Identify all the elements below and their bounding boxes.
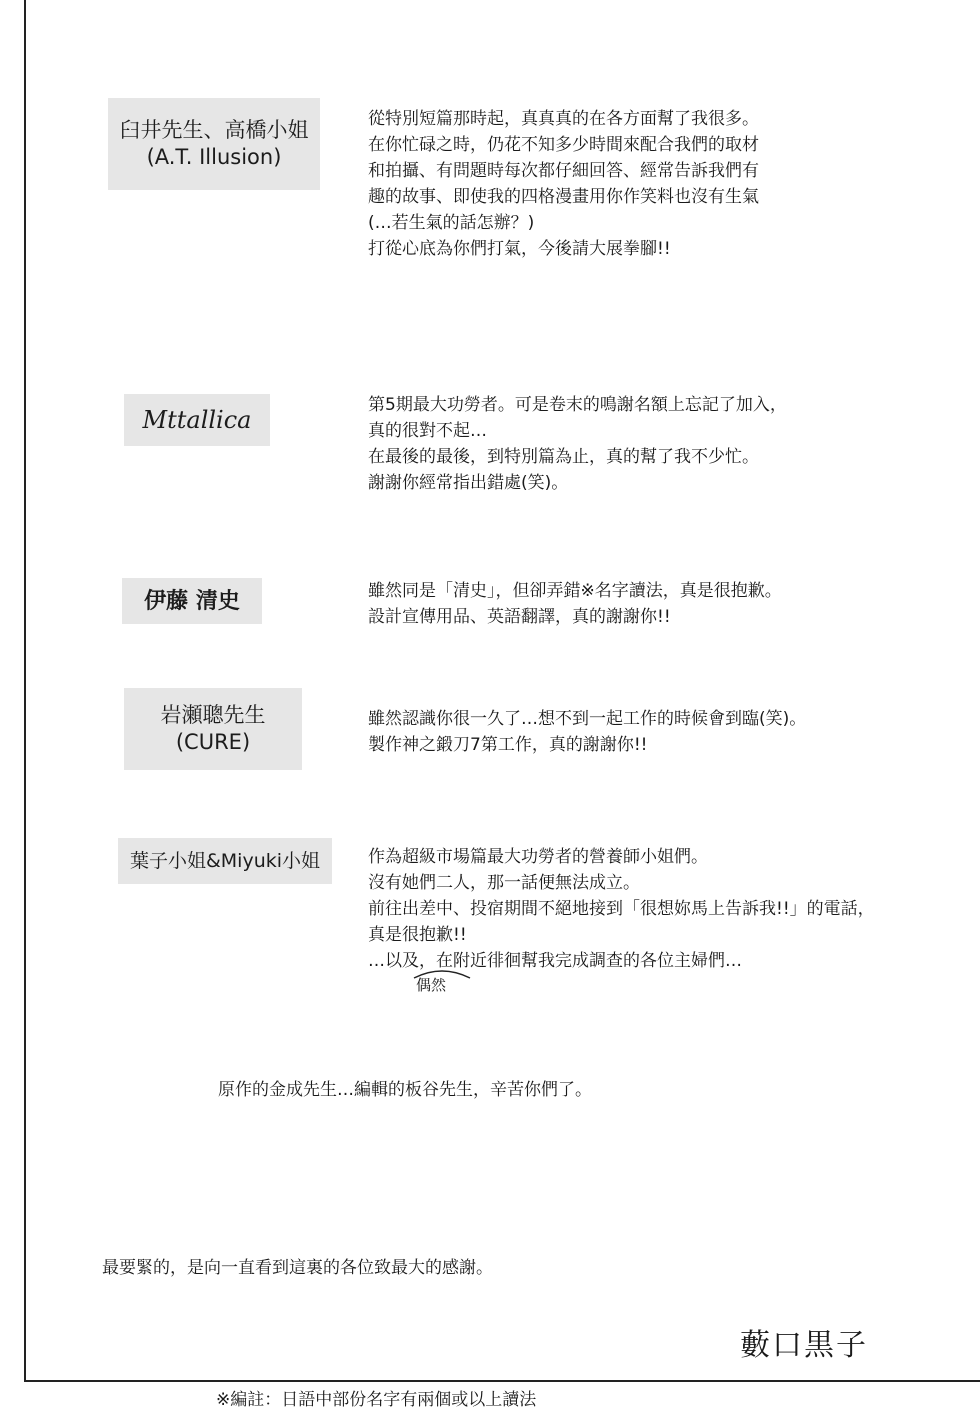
message-line: 打從心底為你們打氣，今後請大展拳腳!! xyxy=(368,239,671,259)
message-yoko-miyuki xyxy=(368,844,875,974)
message-line: 從特別短篇那時起，真真真的在各方面幫了我很多。 xyxy=(368,109,759,129)
name-tag-ito-kiyoshi xyxy=(122,578,262,624)
message-line: 作為超級市場篇最大功勞者的營養師小姐們。 xyxy=(368,847,708,867)
message-line: 沒有她們二人，那一話便無法成立。 xyxy=(368,873,640,893)
message-line: 謝謝你經常指出錯處(笑)。 xyxy=(368,473,569,493)
message-line: 製作神之鍛刀7第工作，真的謝謝你!! xyxy=(368,735,648,755)
message-line: 設計宣傳用品、英語翻譯，真的謝謝你!! xyxy=(368,607,671,627)
name-line: 伊藤 清史 xyxy=(144,588,240,614)
message-line: 在最後的最後，到特別篇為止，真的幫了我不少忙。 xyxy=(368,447,759,467)
message-line: 在你忙碌之時，仍花不知多少時間來配合我們的取材 xyxy=(368,135,759,155)
message-line: 真的很對不起… xyxy=(368,421,487,441)
message-usui-takahashi xyxy=(368,106,759,262)
message-line: 真是很抱歉!! xyxy=(368,925,467,945)
name-tag-mttallica xyxy=(124,394,270,446)
name-tag-usui-takahashi xyxy=(108,98,320,190)
name-tag-iwase xyxy=(124,688,302,770)
message-line: (…若生氣的話怎辦？) xyxy=(368,213,535,233)
name-line: (A.T. Illusion) xyxy=(146,145,282,169)
message-line: 雖然認識你很一久了…想不到一起工作的時候會到臨(笑)。 xyxy=(368,709,807,729)
editor-footnote: ※編註：日語中部份名字有兩個或以上讀法 xyxy=(216,1390,537,1410)
author-signature: 藪口黒子 xyxy=(740,1328,868,1363)
name-line: (CURE) xyxy=(175,730,251,754)
closing-line: 原作的金成先生…編輯的板谷先生，辛苦你們了。 xyxy=(218,1080,592,1100)
message-iwase xyxy=(368,706,806,758)
message-line: 前往出差中、投宿期間不絕地接到「很想妳馬上告訴我!!」的電話， xyxy=(368,899,875,919)
message-line: 雖然同是「清史」，但卻弄錯※名字讀法，真是很抱歉。 xyxy=(368,581,782,601)
ruby-annotation: 偶然 xyxy=(416,976,447,994)
name-line: 臼井先生、高橋小姐 xyxy=(119,118,309,142)
message-line: 趣的故事、即使我的四格漫畫用你作笑料也沒有生氣 xyxy=(368,187,759,207)
message-line: 和拍攝、有問題時每次都仔細回答、經常告訴我們有 xyxy=(368,161,759,181)
final-thanks: 最要緊的，是向一直看到這裏的各位致最大的感謝。 xyxy=(102,1258,493,1278)
name-line: 岩瀬聰先生 xyxy=(160,703,266,727)
name-line: Mttallica xyxy=(142,405,252,434)
message-mttallica xyxy=(368,392,787,496)
name-line: 葉子小姐&Miyuki小姐 xyxy=(129,849,321,872)
name-tag-yoko-miyuki xyxy=(118,838,332,884)
message-ito-kiyoshi xyxy=(368,578,782,630)
message-line: 第5期最大功勞者。可是卷末的鳴謝名額上忘記了加入， xyxy=(368,395,787,415)
message-line: …以及，在附近徘徊幫我完成調查的各位主婦們… xyxy=(368,951,742,971)
